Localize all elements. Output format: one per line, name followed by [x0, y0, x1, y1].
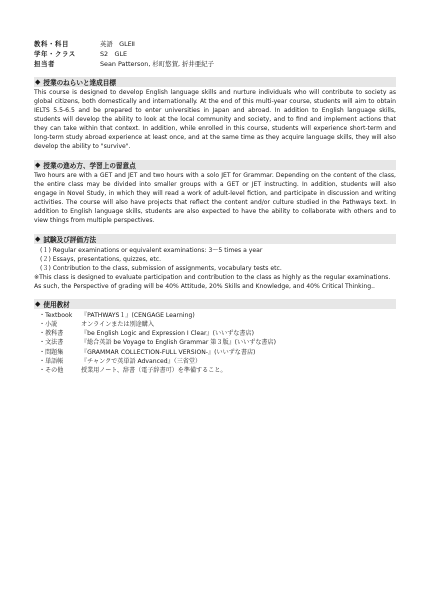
info-row-subject: [34, 40, 396, 50]
section-materials: [34, 299, 396, 375]
material-value: オンラインまたは別途購入: [81, 320, 154, 328]
material-item: [34, 329, 396, 338]
section-title: 試験及び評価方法: [43, 235, 97, 244]
material-value: 授業用ノート、辞書（電子辞書可）を準備すること。: [81, 367, 227, 374]
material-item: [34, 348, 396, 357]
diamond-bullet-icon: ◆: [35, 299, 41, 308]
material-label: ・問題集: [39, 348, 64, 356]
material-item: [34, 357, 396, 366]
material-label: ・Textbook: [39, 311, 73, 319]
info-label: 担当者: [34, 59, 55, 68]
material-item: [34, 338, 396, 347]
section-body: This course is designed to develop English language skills and nurture individuals who will contribute to society as global citizens, both domestically and internationally. At the end of this multi-year course, students will aim to obtain IELTS 5.5-6.5 and be prepared to enter universities in Japan and abroad. In addition to English language skills, students will develop the ability to look at the local community and society, and to find and implement actions that they can take within that context. In addition, while enrolled in this course, students will experience short-term and long-term study abroad experience at least once, and at the same time as they acquire language skills, they will also develop the ability to "survive".: [34, 89, 396, 151]
evaluation-item: (２) Essays, presentations, quizzes, etc.: [40, 255, 162, 263]
section-aims: [34, 77, 396, 152]
material-value: 『be English Logic and Expression Ⅰ Clear』(いいずな書店): [81, 330, 254, 338]
material-label: ・小説: [39, 320, 58, 328]
material-item: [34, 366, 396, 375]
syllabus-page: [34, 40, 396, 383]
section-heading: [34, 77, 396, 87]
section-title: 授業のねらいと達成目標: [43, 79, 116, 88]
section-title: 授業の進め方、学習上の留意点: [43, 162, 136, 171]
info-row-teachers: [34, 60, 396, 70]
material-label: ・文法書: [39, 339, 64, 347]
material-item: [34, 320, 396, 329]
info-label: 教科・科目: [34, 40, 69, 48]
evaluation-item: (３) Contribution to the class, submission of assignments, vocabulary tests etc.: [40, 264, 282, 272]
info-value: Sean Patterson, 杉町悠賀, 折井亜紀子: [100, 59, 214, 68]
evaluation-item: (１) Regular examinations or equivalent examinations: 3～5 times a year: [40, 246, 263, 254]
material-value: 『GRAMMAR COLLECTION-FULL VERSION-』(いいずな書店): [81, 348, 256, 356]
diamond-bullet-icon: ◆: [35, 161, 41, 170]
material-label: ・教科書: [39, 330, 64, 338]
diamond-bullet-icon: ◆: [35, 234, 41, 243]
section-evaluation: [34, 234, 396, 291]
info-row-grade: [34, 50, 396, 60]
section-heading: [34, 299, 396, 309]
info-value: S2 GLE: [100, 49, 128, 58]
material-label: ・単語帳: [39, 357, 64, 365]
section-body: Two hours are with a GET and JET and two hours with a solo JET for Grammar. Depending on the content of the class, the entire class may be divided into smaller groups with a GET or JET instructing. In addition, students will also engage in Novel Study, in which they will read a work of adult-level fiction, and participate in discussion and writing activities. The course will also have projects that reflect the content and/or culture studied in the Pathways text. In addition to English language skills, students are also expected to have the ability to collaborate with others and to view things from multiple perspectives.: [34, 172, 396, 224]
section-heading: [34, 160, 396, 170]
info-label: 学年・クラス: [34, 49, 76, 58]
section-method: [34, 160, 396, 226]
section-heading: [34, 234, 396, 244]
course-info: [34, 40, 396, 69]
material-value: 『PATHWAYS１』(CENGAGE Learning): [81, 311, 195, 319]
material-label: ・その他: [39, 367, 64, 374]
diamond-bullet-icon: ◆: [35, 78, 41, 87]
section-title: 使用教材: [43, 300, 70, 309]
material-value: 『総合英語 be Voyage to English Grammar 第３版』(いいずな書店): [81, 339, 276, 347]
info-value: 英語 GLEⅡ: [100, 40, 135, 48]
material-value: 『チャンクで英単語 Advanced』（三省堂）: [81, 357, 202, 365]
material-item: [34, 311, 396, 320]
evaluation-note: ※This class is designed to evaluate participation and contribution to the class as highly as the regular examinations. As such, the Perspective of grading will be 40% Attitude, 20% Skills and Knowledge, and 40% Critical Thinking..: [34, 273, 391, 290]
